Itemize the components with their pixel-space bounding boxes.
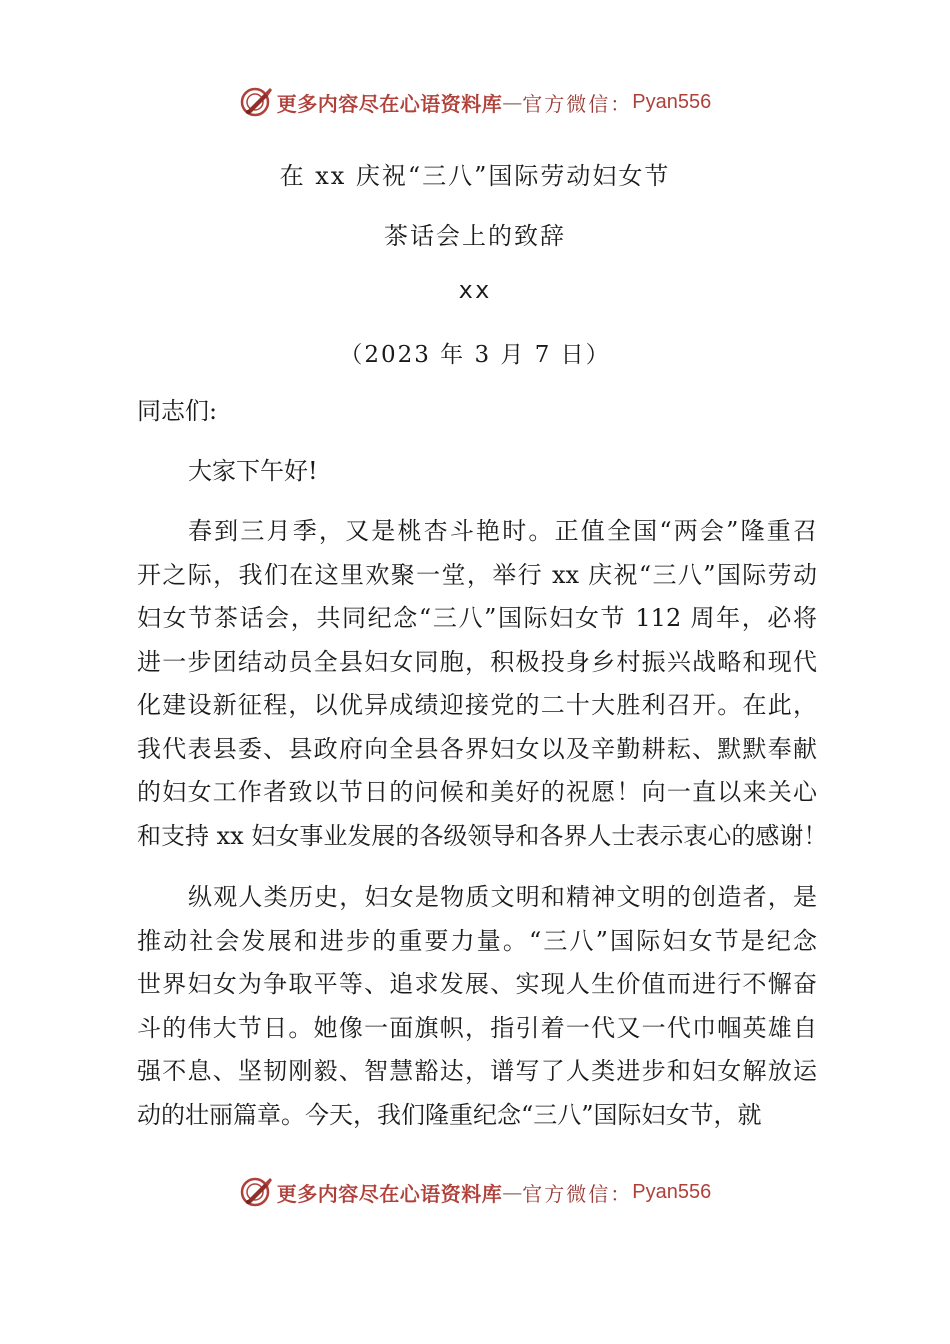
salutation: 同志们: [137,397,218,425]
banner-wechat-label: 官方微信： [522,91,633,116]
title-line-1: 在 xx 庆祝“三八”国际劳动妇女节 [279,162,671,190]
pen-logo-icon [239,85,273,119]
banner-separator: — [502,1180,523,1204]
header-watermark [0,82,950,122]
paragraph-line: 斗的伟大节日。她像一面旗帜，指引着一代又一代巾帼英雄自 [137,1013,817,1042]
paragraph-line: 开之际，我们在这里欢聚一堂，举行 xx 庆祝“三八”国际劳动 [137,560,817,589]
banner-wechat-label: 官方微信： [522,1181,633,1206]
paragraph-line: 世界妇女为争取平等、追求发展、实现人生价值而进行不懈奋 [137,970,817,998]
speech-date: （2023 年 3 月 7 日） [339,342,611,368]
paragraph-line: 动的壮丽篇章。今天，我们隆重纪念“三八”国际妇女节，就 [137,1100,762,1129]
paragraph-2 [137,876,817,1137]
paragraph-line: 的妇女工作者致以节日的问候和美好的祝愿！向一直以来关心 [137,778,817,806]
greeting: 大家下午好! [188,457,318,485]
banner-main-text: 更多内容尽在心语资料库 [276,1181,503,1206]
paragraph-1 [137,510,828,858]
author: xx [458,276,492,304]
footer-watermark [0,1172,950,1212]
banner-wechat-id: Pyan556 [632,1180,712,1203]
banner-main-text: 更多内容尽在心语资料库 [276,91,503,116]
banner-separator: — [502,90,523,114]
banner-wechat-id: Pyan556 [632,90,712,113]
paragraph-line: 强不息、坚韧刚毅、智慧豁达，谱写了人类进步和妇女解放运 [137,1057,817,1085]
paragraph-line: 进一步团结动员全县妇女同胞，积极投身乡村振兴战略和现代 [137,647,817,676]
paragraph-line: 我代表县委、县政府向全县各界妇女以及辛勤耕耘、默默奉献 [137,734,817,763]
pen-logo-icon [239,1175,273,1209]
paragraph-line: 纵观人类历史，妇女是物质文明和精神文明的创造者，是 [188,883,817,911]
paragraph-line: 化建设新征程，以优异成绩迎接党的二十大胜利召开。在此， [137,691,817,719]
paragraph-line: 妇女节茶话会，共同纪念“三八”国际妇女节 112 周年，必将 [137,604,817,632]
paragraph-line: 推动社会发展和进步的重要力量。“三八”国际妇女节是纪念 [137,926,817,955]
paragraph-line: 和支持 xx 妇女事业发展的各级领导和各界人士表示衷心的感谢！ [137,821,828,850]
title-line-2: 茶话会上的致辞 [384,222,566,250]
paragraph-line: 春到三月季，又是桃杏斗艳时。正值全国“两会”隆重召 [188,517,817,545]
